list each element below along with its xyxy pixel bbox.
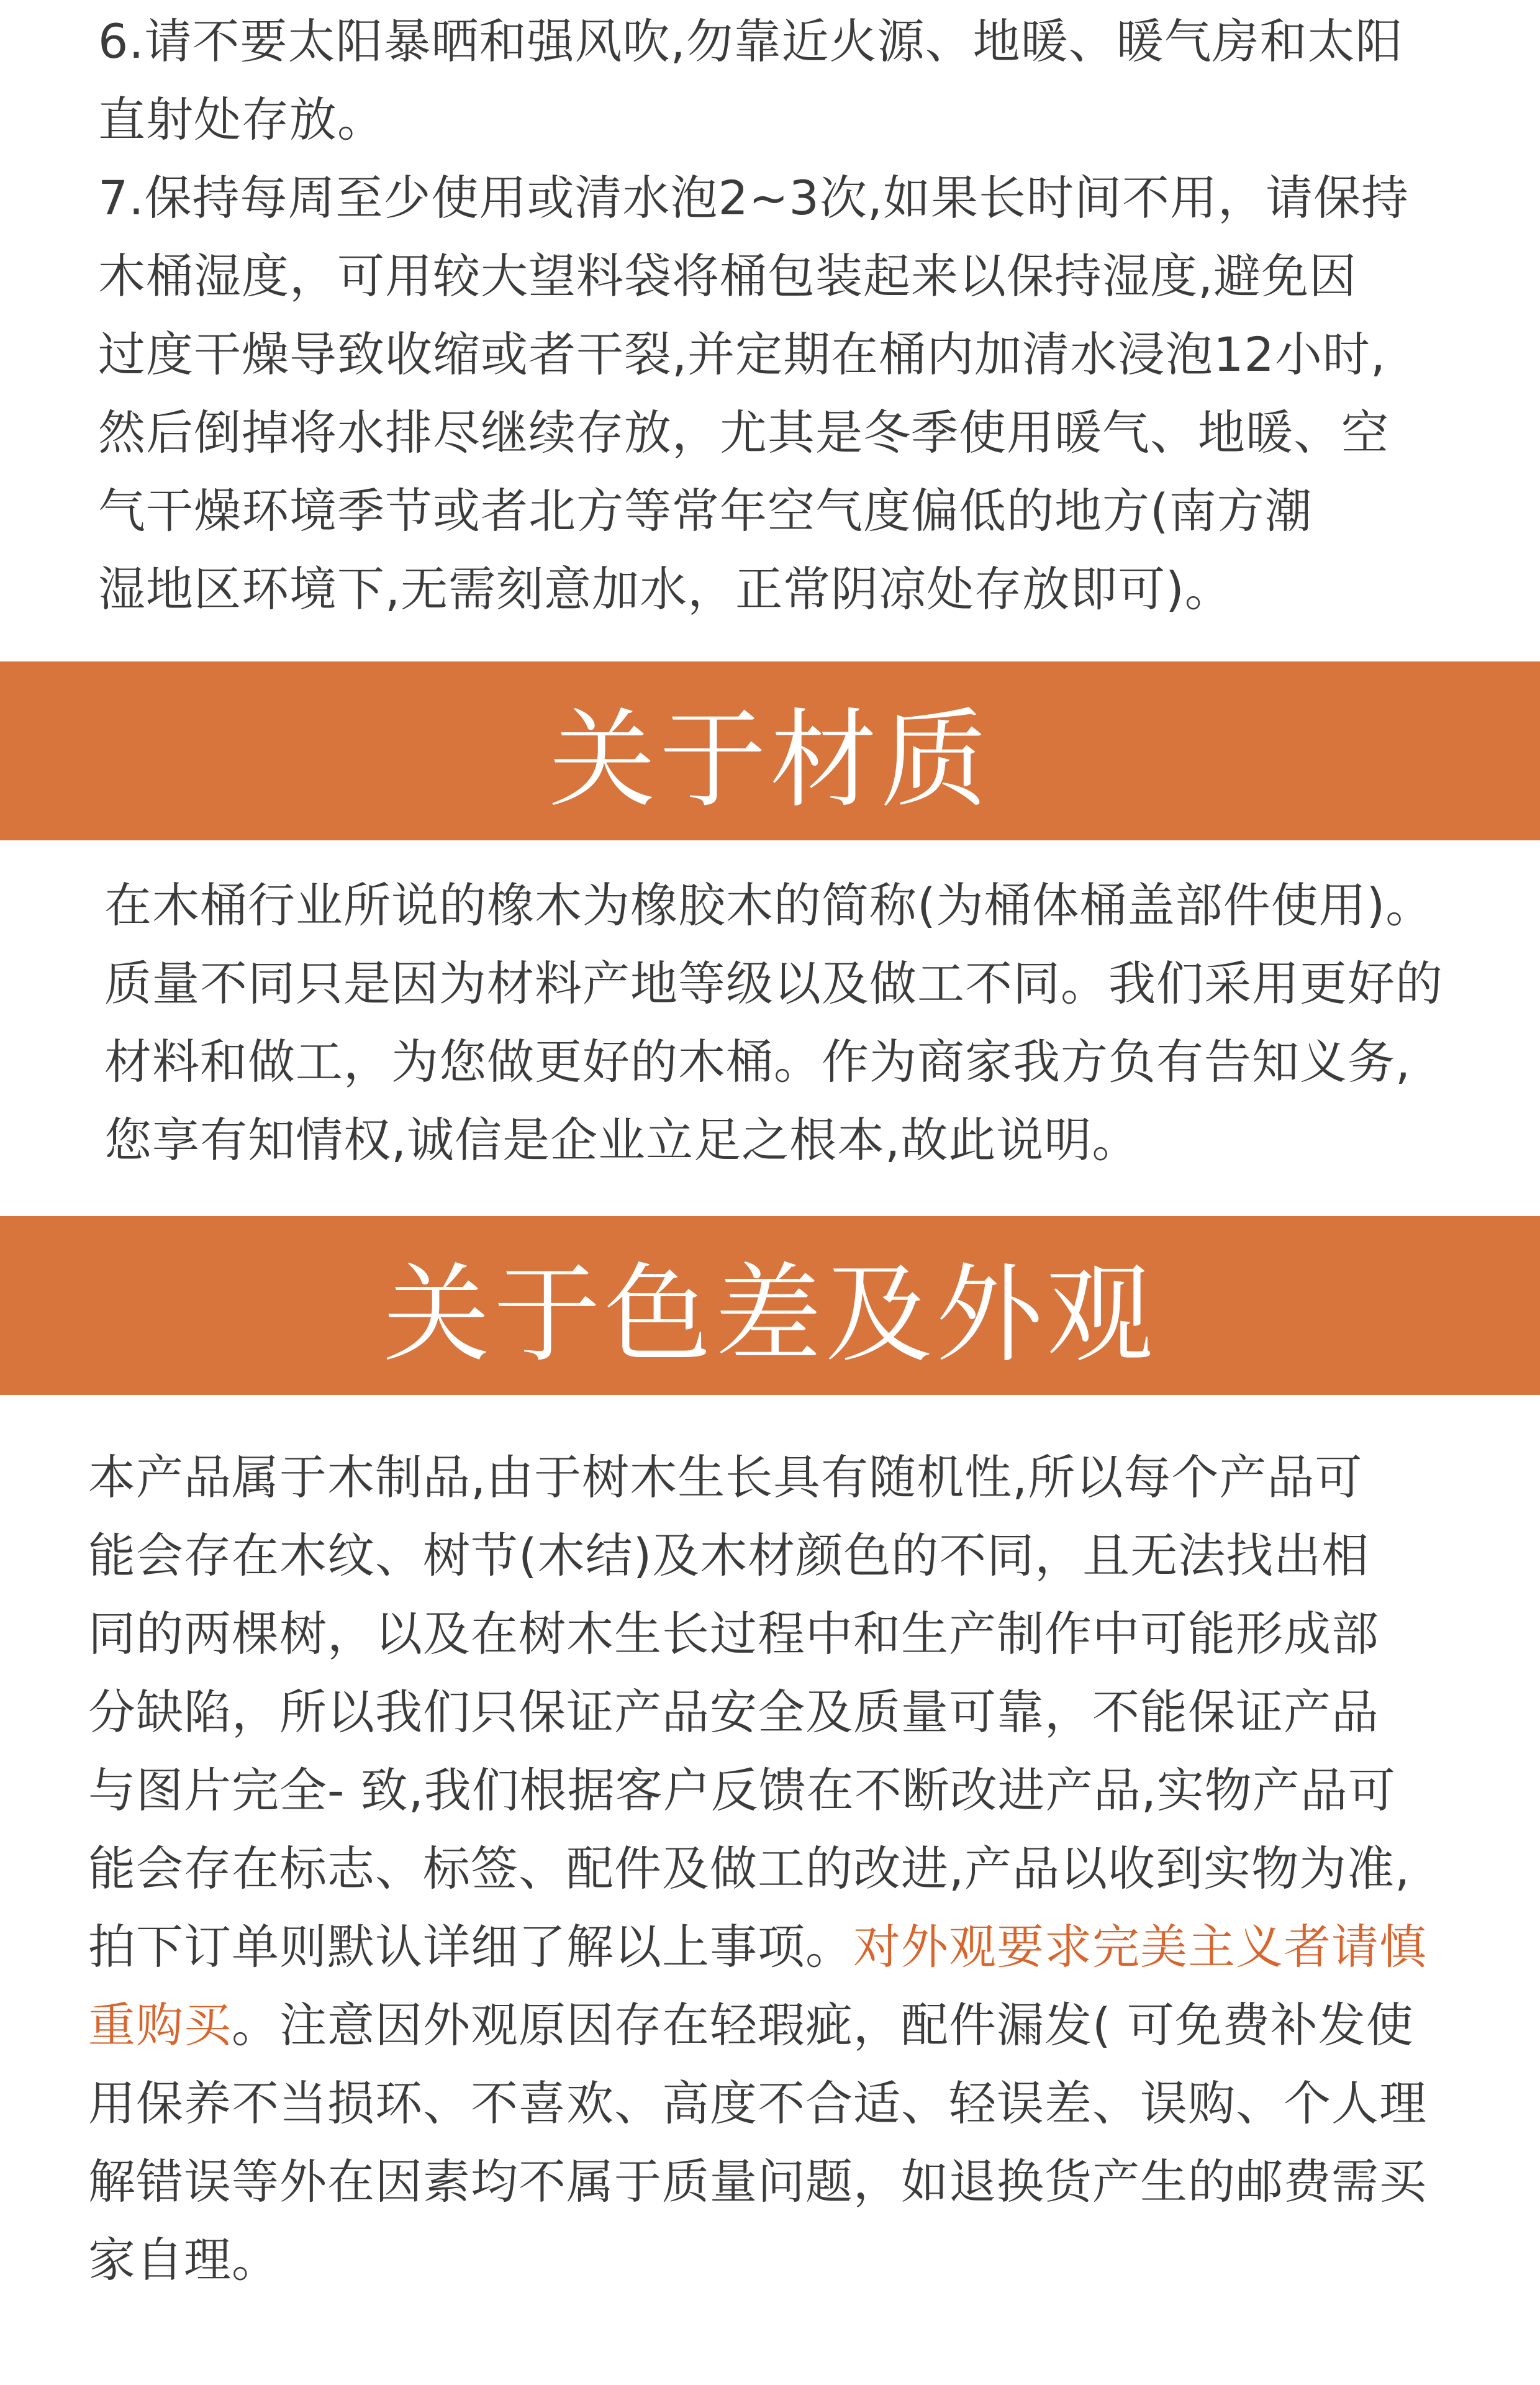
material-line: 您享有知情权,诚信是企业立足之根本,故此说明。 — [104, 1112, 1140, 1168]
color-line: 分缺陷，所以我们只保证产品安全及质量可靠，不能保证产品 — [88, 1684, 1379, 1740]
care-line: 过度干燥导致收缩或者干裂,并定期在桶内加清水浸泡12小时, — [98, 327, 1387, 382]
color-line: 用保养不当损环、不喜欢、高度不合适、轻误差、误购、个人理 — [88, 2076, 1427, 2131]
color-line: 本产品属于木制品,由于树木生长具有随机性,所以每个产品可 — [88, 1450, 1363, 1505]
care-line: 木桶湿度，可用较大望料袋将桶包装起来以保持湿度,避免因 — [98, 248, 1357, 304]
color-appearance-section-banner — [0, 1216, 1540, 1395]
color-line-text: 拍下订单则默认详细了解以上事项。 — [88, 1919, 853, 1974]
color-line-with-warning — [88, 1908, 1427, 1986]
perfectionist-warning: 对外观要求完美主义者请慎 — [853, 1919, 1427, 1974]
color-line-with-warning — [88, 1986, 1427, 2065]
care-line: 直射处存放。 — [98, 92, 385, 147]
material-line: 在木桶行业所说的橡木为橡胶木的简称(为桶体桶盖部件使用)。 — [104, 878, 1434, 933]
material-line: 材料和做工，为您做更好的木桶。作为商家我方负有告知义务, — [104, 1034, 1411, 1089]
care-line: 6.请不要太阳暴晒和强风吹,勿靠近火源、地暖、暖气房和太阳 — [98, 14, 1403, 69]
color-line: 与图片完全- 致,我们根据客户反馈在不断改进产品,实物产品可 — [88, 1763, 1396, 1818]
color-appearance-description — [88, 1438, 1427, 2299]
color-line-text: 。注意因外观原因存在轻瑕疵，配件漏发( 可免费补发使 — [232, 1997, 1414, 2053]
material-section-banner — [0, 661, 1540, 840]
material-line: 质量不同只是因为材料产地等级以及做工不同。我们采用更好的 — [104, 956, 1443, 1011]
care-line: 湿地区环境下,无需刻意加水，正常阴凉处存放即可)。 — [98, 561, 1233, 617]
material-description — [104, 866, 1443, 1179]
color-line: 能会存在木纹、树节(木结)及木材颜色的不同，且无法找出相 — [88, 1528, 1370, 1583]
material-section-title: 关于材质 — [549, 697, 991, 822]
care-line: 7.保持每周至少使用或清水泡2~3次,如果长时间不用，请保持 — [98, 170, 1410, 225]
care-line: 气干燥环境季节或者北方等常年空气度偏低的地方(南方潮 — [98, 483, 1313, 538]
color-line: 解错误等外在因素均不属于质量问题，如退换货产生的邮费需买 — [88, 2154, 1427, 2209]
perfectionist-warning-end: 重购买 — [88, 1997, 232, 2053]
color-line: 家自理。 — [88, 2232, 279, 2287]
care-instructions — [98, 2, 1409, 629]
color-appearance-section-title: 关于色差及外观 — [383, 1252, 1157, 1377]
care-line: 然后倒掉将水排尽继续存放，尤其是冬季使用暖气、地暖、空 — [98, 405, 1389, 460]
color-line: 同的两棵树，以及在树木生长过程中和生产制作中可能形成部 — [88, 1606, 1379, 1661]
color-line: 能会存在标志、标签、配件及做工的改进,产品以收到实物为准, — [88, 1841, 1411, 1896]
